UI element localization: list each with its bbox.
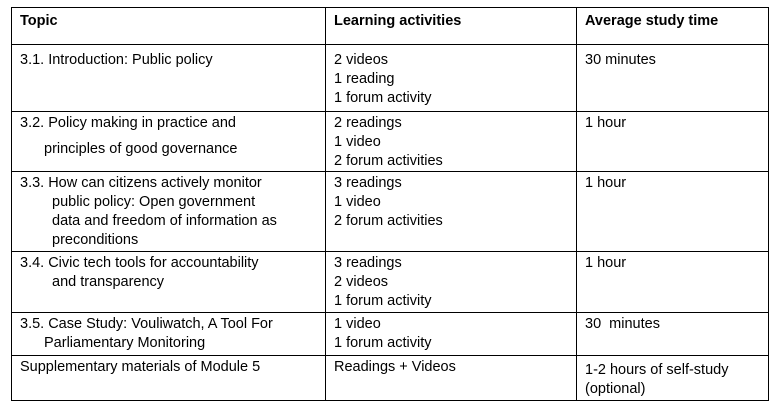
study-time-cell [577, 313, 769, 356]
table-row [12, 112, 769, 172]
activity-line: 1 forum activity [334, 293, 432, 309]
topic-line: 3.3. How can citizens actively monitor [20, 175, 262, 191]
study-time-line: 1 hour [585, 255, 627, 271]
study-time-line: 1-2 hours of self-study [585, 362, 729, 378]
study-time-line: (optional) [585, 381, 646, 397]
table-row [12, 45, 769, 112]
activity-line: 2 videos [334, 274, 389, 290]
table-row [12, 313, 769, 356]
topic-line: 3.1. Introduction: Public policy [20, 52, 213, 68]
topic-cell [12, 45, 326, 112]
study-time-cell [577, 112, 769, 172]
header-topic: Topic [12, 8, 326, 45]
activity-line: 3 readings [334, 255, 402, 271]
topic-cell [12, 172, 326, 252]
header-learning-activities: Learning activities [326, 8, 577, 45]
activity-line: 2 forum activities [334, 213, 443, 229]
activity-line: 1 reading [334, 71, 395, 87]
activity-line: 2 videos [334, 52, 389, 68]
header-average-study-time: Average study time [577, 8, 769, 45]
activities-cell [326, 356, 577, 401]
table-row [12, 252, 769, 313]
activity-line: Readings + Videos [334, 359, 456, 375]
activity-line: 1 forum activity [334, 335, 432, 351]
topic-line: data and freedom of information as [52, 213, 277, 229]
topic-cell [12, 112, 326, 172]
study-time-cell [577, 252, 769, 313]
header-row [12, 8, 769, 45]
activity-line: 1 video [334, 194, 381, 210]
study-time-cell [577, 45, 769, 112]
topic-cell [12, 252, 326, 313]
study-time-line: 30 minutes [585, 316, 660, 332]
topic-line: principles of good governance [44, 141, 238, 157]
activities-cell [326, 45, 577, 112]
topic-cell [12, 313, 326, 356]
topic-line: 3.5. Case Study: Vouliwatch, A Tool For [20, 316, 273, 332]
topic-line: public policy: Open government [52, 194, 256, 210]
topic-line: preconditions [52, 232, 139, 248]
topic-line: 3.2. Policy making in practice and [20, 115, 236, 131]
activity-line: 1 video [334, 134, 381, 150]
topic-line: Parliamentary Monitoring [44, 335, 206, 351]
topic-cell [12, 356, 326, 401]
topic-line: and transparency [52, 274, 165, 290]
study-schedule-table [11, 7, 769, 401]
activities-cell [326, 252, 577, 313]
study-time-cell [577, 356, 769, 401]
activity-line: 1 forum activity [334, 90, 432, 106]
activity-line: 2 readings [334, 115, 402, 131]
table-row [12, 172, 769, 252]
study-time-cell [577, 172, 769, 252]
topic-line: 3.4. Civic tech tools for accountability [20, 255, 259, 271]
activities-cell [326, 313, 577, 356]
study-time-line: 30 minutes [585, 52, 656, 68]
activity-line: 1 video [334, 316, 381, 332]
study-time-line: 1 hour [585, 115, 627, 131]
activity-line: 3 readings [334, 175, 402, 191]
activity-line: 2 forum activities [334, 153, 443, 169]
activities-cell [326, 172, 577, 252]
study-time-line: 1 hour [585, 175, 627, 191]
table-row [12, 356, 769, 401]
topic-line: Supplementary materials of Module 5 [20, 359, 261, 375]
activities-cell [326, 112, 577, 172]
